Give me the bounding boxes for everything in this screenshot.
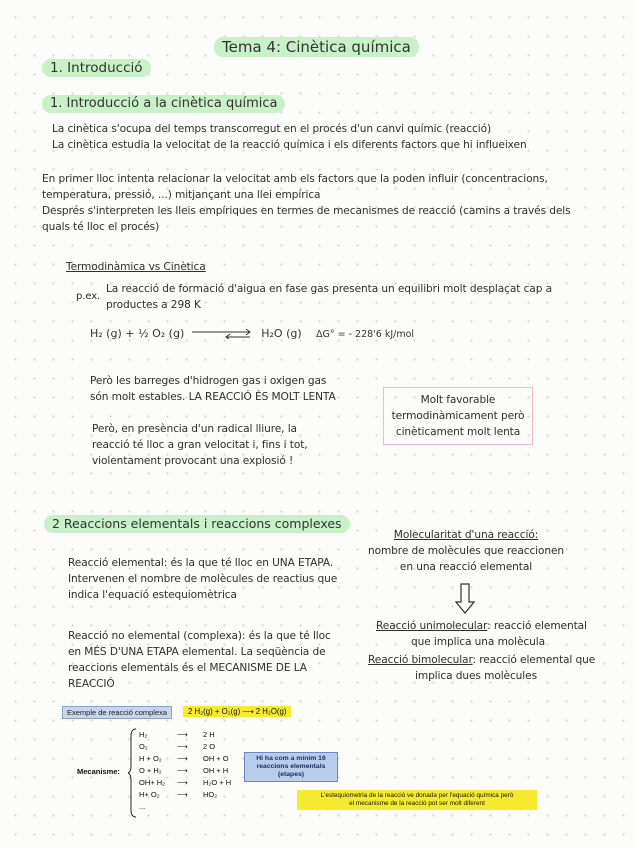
step-products: H₂O + H xyxy=(203,778,232,787)
gibbs-energy: ΔG° = - 228'6 kJ/mol xyxy=(316,329,415,340)
elementary-reaction-definition xyxy=(68,555,337,603)
step-products: OH + O xyxy=(203,754,229,763)
complex-example-label: Exemple de reacció complexa xyxy=(62,706,172,719)
text-line: Reacció no elemental (complexa): és la que té lloc xyxy=(68,630,331,642)
text-line: nombre de molècules que reaccionen xyxy=(367,545,565,557)
step-reactants: H₂ xyxy=(139,730,148,739)
reaction-arrow-icon: ⟶ xyxy=(177,742,188,751)
water-equation xyxy=(90,327,302,340)
mechanism-steps xyxy=(139,729,231,813)
text-line: REACCIÓ xyxy=(68,678,115,690)
text-line: termodinàmicament però xyxy=(391,410,525,422)
mechanism-step xyxy=(139,777,231,789)
reaction-arrow-icon: ⟶ xyxy=(177,778,188,787)
text-line: reaccions elementals xyxy=(256,763,326,770)
step-reactants: OH+ H₂ xyxy=(139,778,166,787)
subsection-heading: 1. Introducció a la cinètica química xyxy=(42,95,285,113)
equation-reactants: H₂ (g) + ½ O₂ (g) xyxy=(90,327,185,340)
text-line: En primer lloc intenta relacionar la velocitat amb els factors que la poden influir (concentracions, xyxy=(42,173,548,185)
text-line: La reacció de formació d'aigua en fase gas presenta un equilibri molt desplaçat cap a xyxy=(106,283,552,295)
page-title: Tema 4: Cinètica química xyxy=(214,37,419,57)
text-line: temperatura, pressió, ...) mitjançant una llei empírica xyxy=(42,189,321,201)
step-products: 2 H xyxy=(203,730,215,739)
text-line: són molt estables. LA REACCIÓ ÉS MOLT LENTA xyxy=(90,391,336,403)
text-line: L'estequiometria de la reacció ve donada per l'equació química però xyxy=(320,792,514,799)
molecularity-definition xyxy=(366,527,566,575)
text-line: reacció té lloc a gran velocitat i, fins i tot, xyxy=(92,439,308,451)
mechanism-step xyxy=(139,789,231,801)
min-16-steps-box xyxy=(244,752,338,782)
intro-paragraph xyxy=(52,121,527,153)
step-reactants: H+ O₂ xyxy=(139,790,160,799)
bimolecular-definition xyxy=(368,652,595,668)
text-line: : reacció elemental xyxy=(487,620,587,632)
text-line: quals té lloc el procés) xyxy=(42,221,160,233)
section-heading-elementary-reactions: 2 Reaccions elementals i reaccions complexes xyxy=(44,515,350,533)
text-line: La cinètica estudia la velocitat de la reacció química i els diferents factors que hi influeixen xyxy=(52,139,527,151)
reaction-arrow-icon: ⟶ xyxy=(177,790,188,799)
stoichiometry-note xyxy=(297,790,537,810)
text-line: el mecanisme de la reacció pot ser molt diferent xyxy=(349,800,485,807)
section-heading-introduction: 1. Introducció xyxy=(42,59,151,77)
unimolecular-term: Reacció unimolecular xyxy=(376,620,488,632)
text-line: productes a 298 K xyxy=(106,299,201,311)
step-reactants: ... xyxy=(139,802,146,811)
unimolecular-definition-cont: que implica una molècula xyxy=(411,636,546,648)
pex-label: p.ex. xyxy=(76,291,101,302)
step-products: HO₂ xyxy=(203,790,218,799)
mechanism-step xyxy=(139,765,231,777)
bimolecular-term: Reacció bimolecular xyxy=(368,654,473,666)
text-line: La cinètica s'ocupa del temps transcorregut en el procés d'un canvi químic (reacció) xyxy=(52,123,491,135)
reaction-arrow-icon: ⟶ xyxy=(177,730,188,739)
text-line: en una reacció elemental xyxy=(399,561,533,573)
text-line: Molt favorable xyxy=(420,394,496,406)
text-line: Després s'interpreten les lleis empíriques en termes de mecanismes de reacció (camins a través dels xyxy=(42,205,571,217)
stability-text xyxy=(90,373,336,405)
down-arrow-icon xyxy=(455,583,475,615)
molecularity-heading: Molecularitat d'una reacció: xyxy=(393,529,539,541)
text-line: : reacció elemental que xyxy=(472,654,596,666)
text-line: violentament provocant una explosió ! xyxy=(92,455,294,467)
mechanism-step xyxy=(139,801,231,813)
unimolecular-definition xyxy=(376,618,587,634)
step-products: OH + H xyxy=(203,766,229,775)
step-reactants: H + O₂ xyxy=(139,754,162,763)
mechanism-step xyxy=(139,753,231,765)
text-line: Però les barreges d'hidrogen gas i oxigen gas xyxy=(90,375,327,387)
mechanism-step xyxy=(139,741,231,753)
step-products: 2 O xyxy=(203,742,216,751)
step-reactants: O₂ xyxy=(139,742,148,751)
text-line: cinèticament molt lenta xyxy=(395,426,521,438)
thermo-vs-kinetics-heading: Termodinàmica vs Cinètica xyxy=(66,261,206,273)
brace-icon xyxy=(128,728,138,818)
text-line: en MÉS D'UNA ETAPA elemental. La seqüència de xyxy=(68,646,326,658)
text-line: (etapes) xyxy=(277,771,305,778)
text-line: indica l'equació estequiomètrica xyxy=(68,589,237,601)
text-line: Intervenen el nombre de molècules de reactius que xyxy=(68,573,338,585)
bimolecular-definition-cont: implica dues molècules xyxy=(415,670,537,682)
text-line: reaccions elementals és el MECANISME DE LA xyxy=(68,662,307,674)
radical-text xyxy=(92,421,308,469)
step-reactants: O + H₂ xyxy=(139,766,162,775)
reaction-arrow-icon: ⟶ xyxy=(177,754,188,763)
text-line: Però, en presència d'un radical lliure, la xyxy=(92,423,297,435)
kinetics-note-box xyxy=(383,387,533,445)
text-line: Reacció elemental: és la que té lloc en UNA ETAPA. xyxy=(68,557,334,569)
complex-reaction-definition xyxy=(68,628,331,692)
empirical-law-paragraph xyxy=(42,171,602,235)
equation-product: H₂O (g) xyxy=(261,327,302,340)
reaction-arrow-icon: ⟶ xyxy=(177,766,188,775)
water-formation-text xyxy=(106,281,552,313)
complex-example-reaction: 2 H₂(g) + O₂(g) ⟶ 2 H₂O(g) xyxy=(183,706,291,717)
text-line: Hi ha com a mínim 16 xyxy=(256,755,326,762)
mechanism-label: Mecanisme: xyxy=(77,767,120,776)
mechanism-step xyxy=(139,729,231,741)
equilibrium-arrow-icon xyxy=(192,329,254,339)
